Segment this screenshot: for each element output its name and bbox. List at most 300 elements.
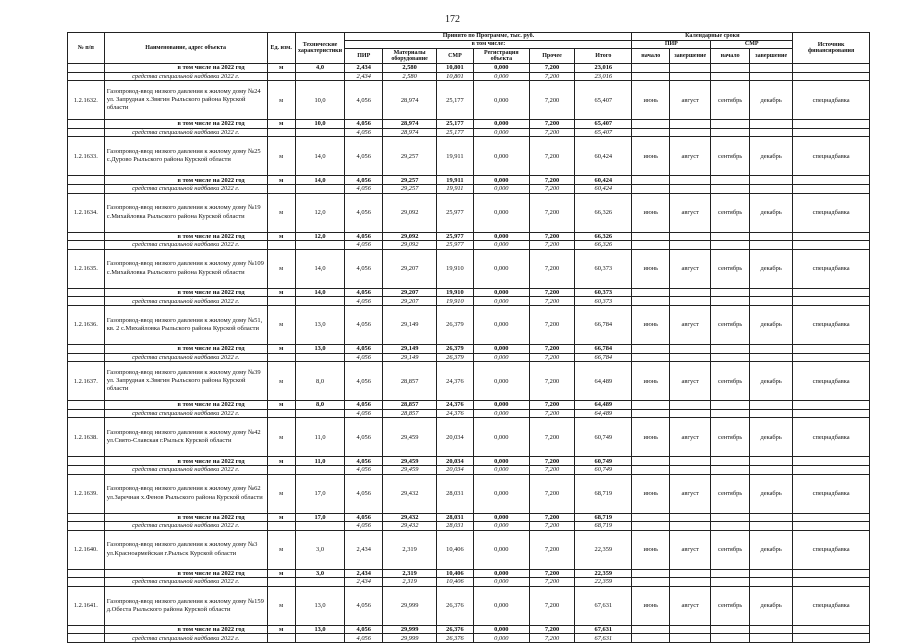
row-reg: 0,000 — [473, 72, 529, 81]
row-empty — [711, 128, 750, 137]
row-mat: 29,459 — [383, 457, 437, 466]
year-total-row — [68, 64, 870, 73]
object-pir-end: август — [670, 474, 711, 513]
object-code: 1.2.1638. — [68, 418, 105, 457]
row-empty — [750, 569, 793, 578]
row-empty — [750, 522, 793, 531]
object-pir-end: август — [670, 249, 711, 288]
row-unit — [267, 465, 295, 474]
object-other: 7,200 — [529, 586, 574, 625]
object-smr: 20,034 — [437, 418, 474, 457]
row-empty — [793, 457, 870, 466]
row-empty — [793, 522, 870, 531]
row-unit — [267, 297, 295, 306]
row-empty — [670, 288, 711, 297]
row-empty — [670, 513, 711, 522]
object-reg: 0,000 — [473, 249, 529, 288]
object-mat: 29,999 — [383, 586, 437, 625]
row-name: в том числе на 2022 год — [104, 120, 267, 129]
row-empty — [632, 401, 670, 410]
table-body — [68, 64, 870, 643]
row-code — [68, 232, 105, 241]
object-total: 60,749 — [575, 418, 632, 457]
object-smr-start: сентябрь — [711, 586, 750, 625]
object-code: 1.2.1632. — [68, 81, 105, 120]
header-unit: Ед. изм. — [267, 33, 295, 64]
row-reg: 0,000 — [473, 288, 529, 297]
row-other: 7,200 — [529, 64, 574, 73]
row-empty — [711, 120, 750, 129]
row-unit: м — [267, 401, 295, 410]
object-smr: 26,379 — [437, 305, 474, 344]
special-fund-row — [68, 72, 870, 81]
row-tech: 13,0 — [295, 344, 345, 353]
row-reg: 0,000 — [473, 176, 529, 185]
object-smr: 19,910 — [437, 249, 474, 288]
object-pir: 4,056 — [345, 305, 383, 344]
row-empty — [670, 457, 711, 466]
row-mat: 2,319 — [383, 578, 437, 587]
row-unit: м — [267, 288, 295, 297]
object-row — [68, 193, 870, 232]
row-empty — [793, 241, 870, 250]
row-empty — [632, 578, 670, 587]
row-other: 7,200 — [529, 241, 574, 250]
row-empty — [793, 184, 870, 193]
row-unit — [267, 578, 295, 587]
object-code: 1.2.1634. — [68, 193, 105, 232]
row-other: 7,200 — [529, 176, 574, 185]
object-pir-start: июнь — [632, 530, 670, 569]
row-smr: 26,379 — [437, 353, 474, 362]
object-smr-start: сентябрь — [711, 137, 750, 176]
row-empty — [670, 344, 711, 353]
special-fund-row — [68, 409, 870, 418]
row-other: 7,200 — [529, 457, 574, 466]
object-smr: 25,177 — [437, 81, 474, 120]
object-smr-start: сентябрь — [711, 193, 750, 232]
row-empty — [670, 297, 711, 306]
row-code — [68, 569, 105, 578]
row-pir: 4,056 — [345, 353, 383, 362]
object-reg: 0,000 — [473, 586, 529, 625]
row-unit — [267, 128, 295, 137]
object-mat: 28,857 — [383, 362, 437, 401]
row-reg: 0,000 — [473, 297, 529, 306]
object-reg: 0,000 — [473, 137, 529, 176]
object-reg: 0,000 — [473, 362, 529, 401]
row-mat: 29,207 — [383, 288, 437, 297]
object-row — [68, 530, 870, 569]
row-total: 23,016 — [575, 64, 632, 73]
row-unit — [267, 241, 295, 250]
row-pir: 4,056 — [345, 457, 383, 466]
row-empty — [750, 353, 793, 362]
object-row — [68, 474, 870, 513]
header-materials: Материалы оборудование — [383, 49, 437, 64]
row-pir: 2,434 — [345, 64, 383, 73]
object-row — [68, 249, 870, 288]
object-unit: м — [267, 137, 295, 176]
row-unit: м — [267, 625, 295, 634]
object-name: Газопровод-ввод низкого давления к жилому дому №39 ул. Запрудная х.Звягин Рыльского района Курской области — [104, 362, 267, 401]
object-tech: 10,0 — [295, 81, 345, 120]
row-code — [68, 72, 105, 81]
year-total-row — [68, 344, 870, 353]
object-pir-end: август — [670, 586, 711, 625]
row-name: в том числе на 2022 год — [104, 176, 267, 185]
row-total: 65,407 — [575, 128, 632, 137]
object-mat: 29,207 — [383, 249, 437, 288]
object-pir-start: июнь — [632, 249, 670, 288]
row-reg: 0,000 — [473, 457, 529, 466]
object-name: Газопровод-ввод низкого давления к жилому дому №109 с.Михайловка Рыльского района Курской области — [104, 249, 267, 288]
row-pir: 4,056 — [345, 625, 383, 634]
row-unit: м — [267, 232, 295, 241]
row-empty — [793, 288, 870, 297]
row-empty — [670, 634, 711, 643]
header-registration: Регистрация объекта — [473, 49, 529, 64]
row-pir: 4,056 — [345, 128, 383, 137]
header-accepted: Принято по Программе, тыс. руб. — [345, 33, 632, 41]
row-empty — [711, 569, 750, 578]
row-empty — [670, 401, 711, 410]
row-reg: 0,000 — [473, 401, 529, 410]
object-smr: 25,977 — [437, 193, 474, 232]
row-total: 68,719 — [575, 513, 632, 522]
object-mat: 29,257 — [383, 137, 437, 176]
row-empty — [793, 64, 870, 73]
special-fund-row — [68, 578, 870, 587]
row-empty — [670, 625, 711, 634]
row-empty — [750, 128, 793, 137]
row-reg: 0,000 — [473, 634, 529, 643]
object-tech: 12,0 — [295, 193, 345, 232]
object-other: 7,200 — [529, 530, 574, 569]
header-including: в том числе: — [345, 41, 632, 49]
row-pir: 4,056 — [345, 297, 383, 306]
object-smr-end: декабрь — [750, 193, 793, 232]
row-empty — [632, 297, 670, 306]
row-name: в том числе на 2022 год — [104, 457, 267, 466]
row-mat: 29,149 — [383, 344, 437, 353]
row-smr: 28,031 — [437, 522, 474, 531]
row-smr: 25,977 — [437, 241, 474, 250]
row-name: средства специальной надбавки 2022 г. — [104, 409, 267, 418]
object-other: 7,200 — [529, 474, 574, 513]
row-smr: 20,034 — [437, 457, 474, 466]
row-empty — [750, 513, 793, 522]
header-num: № п/п — [68, 33, 105, 64]
row-mat: 29,149 — [383, 353, 437, 362]
object-unit: м — [267, 586, 295, 625]
row-other: 7,200 — [529, 72, 574, 81]
row-empty — [793, 176, 870, 185]
row-code — [68, 522, 105, 531]
row-name: средства специальной надбавки 2022 г. — [104, 353, 267, 362]
row-tech: 8,0 — [295, 401, 345, 410]
row-mat: 29,432 — [383, 522, 437, 531]
row-empty — [632, 522, 670, 531]
row-total: 60,424 — [575, 184, 632, 193]
year-total-row — [68, 569, 870, 578]
object-pir: 4,056 — [345, 474, 383, 513]
object-reg: 0,000 — [473, 193, 529, 232]
object-code: 1.2.1637. — [68, 362, 105, 401]
row-tech — [295, 578, 345, 587]
row-smr: 28,031 — [437, 513, 474, 522]
row-smr: 26,376 — [437, 625, 474, 634]
object-unit: м — [267, 474, 295, 513]
object-unit: м — [267, 530, 295, 569]
row-mat: 29,257 — [383, 184, 437, 193]
object-reg: 0,000 — [473, 530, 529, 569]
row-mat: 29,999 — [383, 634, 437, 643]
object-total: 67,631 — [575, 586, 632, 625]
object-unit: м — [267, 81, 295, 120]
program-table — [67, 32, 870, 643]
row-code — [68, 288, 105, 297]
row-empty — [632, 625, 670, 634]
year-total-row — [68, 513, 870, 522]
row-empty — [632, 569, 670, 578]
row-total: 60,424 — [575, 176, 632, 185]
object-pir: 4,056 — [345, 586, 383, 625]
row-mat: 29,999 — [383, 625, 437, 634]
row-empty — [750, 288, 793, 297]
row-pir: 2,434 — [345, 72, 383, 81]
header-smr-start: начало — [711, 49, 750, 64]
row-reg: 0,000 — [473, 241, 529, 250]
row-smr: 10,406 — [437, 578, 474, 587]
object-tech: 3,0 — [295, 530, 345, 569]
object-smr-start: сентябрь — [711, 474, 750, 513]
row-empty — [793, 634, 870, 643]
row-name: средства специальной надбавки 2022 г. — [104, 465, 267, 474]
row-name: средства специальной надбавки 2022 г. — [104, 297, 267, 306]
object-source: спецнадбавка — [793, 474, 870, 513]
object-name: Газопровод-ввод низкого давления к жилому дому №24 ул. Запрудная х.Звягин Рыльского района Курской области — [104, 81, 267, 120]
page-number: 172 — [445, 14, 460, 25]
object-mat: 29,092 — [383, 193, 437, 232]
row-name: средства специальной надбавки 2022 г. — [104, 634, 267, 643]
object-mat: 29,432 — [383, 474, 437, 513]
row-empty — [632, 128, 670, 137]
row-unit — [267, 522, 295, 531]
row-code — [68, 457, 105, 466]
row-pir: 4,056 — [345, 401, 383, 410]
row-reg: 0,000 — [473, 184, 529, 193]
object-tech: 11,0 — [295, 418, 345, 457]
object-other: 7,200 — [529, 81, 574, 120]
year-total-row — [68, 625, 870, 634]
row-smr: 19,911 — [437, 184, 474, 193]
object-smr-end: декабрь — [750, 137, 793, 176]
row-empty — [750, 344, 793, 353]
header-tech: Технические характеристики — [295, 33, 345, 64]
object-unit: м — [267, 193, 295, 232]
object-pir-start: июнь — [632, 418, 670, 457]
row-empty — [711, 401, 750, 410]
object-source: спецнадбавка — [793, 418, 870, 457]
row-code — [68, 634, 105, 643]
row-smr: 10,801 — [437, 64, 474, 73]
row-other: 7,200 — [529, 401, 574, 410]
object-smr-start: сентябрь — [711, 530, 750, 569]
row-smr: 10,406 — [437, 569, 474, 578]
object-pir-end: август — [670, 81, 711, 120]
row-reg: 0,000 — [473, 232, 529, 241]
row-pir: 2,434 — [345, 578, 383, 587]
row-empty — [793, 625, 870, 634]
object-mat: 29,459 — [383, 418, 437, 457]
object-tech: 13,0 — [295, 586, 345, 625]
object-reg: 0,000 — [473, 305, 529, 344]
row-empty — [711, 353, 750, 362]
row-empty — [750, 232, 793, 241]
object-tech: 13,0 — [295, 305, 345, 344]
row-code — [68, 578, 105, 587]
row-empty — [793, 120, 870, 129]
row-empty — [632, 176, 670, 185]
object-total: 60,373 — [575, 249, 632, 288]
row-reg: 0,000 — [473, 128, 529, 137]
row-total: 65,407 — [575, 120, 632, 129]
row-empty — [711, 465, 750, 474]
object-reg: 0,000 — [473, 418, 529, 457]
row-empty — [632, 288, 670, 297]
row-total: 66,784 — [575, 353, 632, 362]
object-other: 7,200 — [529, 193, 574, 232]
row-empty — [632, 184, 670, 193]
object-row — [68, 362, 870, 401]
object-name: Газопровод-ввод низкого давления к жилому дому №42 ул.Свято-Славская г.Рыльск Курской области — [104, 418, 267, 457]
object-smr-end: декабрь — [750, 362, 793, 401]
row-empty — [750, 578, 793, 587]
row-tech — [295, 353, 345, 362]
row-pir: 2,434 — [345, 569, 383, 578]
header-source: Источник финансирования — [793, 33, 870, 64]
object-source: спецнадбавка — [793, 305, 870, 344]
special-fund-row — [68, 241, 870, 250]
row-tech: 10,0 — [295, 120, 345, 129]
row-unit — [267, 353, 295, 362]
row-other: 7,200 — [529, 634, 574, 643]
row-name: средства специальной надбавки 2022 г. — [104, 522, 267, 531]
row-empty — [670, 409, 711, 418]
header-total: Итого — [575, 49, 632, 64]
special-fund-row — [68, 634, 870, 643]
year-total-row — [68, 401, 870, 410]
object-source: спецнадбавка — [793, 137, 870, 176]
row-mat: 28,857 — [383, 409, 437, 418]
object-pir-start: июнь — [632, 81, 670, 120]
row-mat: 2,580 — [383, 64, 437, 73]
object-pir: 4,056 — [345, 193, 383, 232]
row-other: 7,200 — [529, 513, 574, 522]
object-row — [68, 586, 870, 625]
object-source: спецнадбавка — [793, 530, 870, 569]
row-other: 7,200 — [529, 353, 574, 362]
row-total: 66,326 — [575, 232, 632, 241]
row-empty — [793, 401, 870, 410]
row-tech — [295, 522, 345, 531]
object-pir: 4,056 — [345, 418, 383, 457]
row-total: 23,016 — [575, 72, 632, 81]
row-empty — [750, 64, 793, 73]
row-code — [68, 401, 105, 410]
object-mat: 28,974 — [383, 81, 437, 120]
row-tech — [295, 184, 345, 193]
object-name: Газопровод-ввод низкого давления к жилому дому №25 с.Дурово Рыльского района Курской области — [104, 137, 267, 176]
object-pir: 4,056 — [345, 362, 383, 401]
object-pir-end: август — [670, 137, 711, 176]
row-name: средства специальной надбавки 2022 г. — [104, 184, 267, 193]
header-pir: ПИР — [345, 49, 383, 64]
row-empty — [670, 353, 711, 362]
row-empty — [793, 513, 870, 522]
row-empty — [632, 344, 670, 353]
object-total: 65,407 — [575, 81, 632, 120]
row-empty — [711, 288, 750, 297]
row-empty — [793, 578, 870, 587]
object-reg: 0,000 — [473, 474, 529, 513]
row-empty — [711, 64, 750, 73]
object-pir-end: август — [670, 305, 711, 344]
object-total: 22,359 — [575, 530, 632, 569]
row-tech: 4,0 — [295, 64, 345, 73]
row-other: 7,200 — [529, 120, 574, 129]
row-empty — [793, 72, 870, 81]
row-empty — [632, 634, 670, 643]
row-tech: 14,0 — [295, 288, 345, 297]
row-smr: 19,911 — [437, 176, 474, 185]
object-smr-end: декабрь — [750, 474, 793, 513]
row-pir: 4,056 — [345, 184, 383, 193]
header-name: Наименование, адрес объекта — [104, 33, 267, 64]
special-fund-row — [68, 297, 870, 306]
object-tech: 8,0 — [295, 362, 345, 401]
object-code: 1.2.1639. — [68, 474, 105, 513]
row-total: 64,489 — [575, 409, 632, 418]
object-smr: 24,376 — [437, 362, 474, 401]
row-empty — [670, 184, 711, 193]
header-calendar: Календарные сроки — [632, 33, 793, 41]
row-code — [68, 513, 105, 522]
object-smr-end: декабрь — [750, 418, 793, 457]
row-empty — [711, 176, 750, 185]
row-empty — [632, 241, 670, 250]
row-empty — [670, 72, 711, 81]
object-code: 1.2.1635. — [68, 249, 105, 288]
row-code — [68, 465, 105, 474]
row-name: средства специальной надбавки 2022 г. — [104, 72, 267, 81]
object-smr-start: сентябрь — [711, 249, 750, 288]
special-fund-row — [68, 184, 870, 193]
row-code — [68, 176, 105, 185]
row-empty — [632, 409, 670, 418]
row-other: 7,200 — [529, 288, 574, 297]
row-empty — [670, 64, 711, 73]
object-source: спецнадбавка — [793, 81, 870, 120]
row-empty — [793, 409, 870, 418]
object-mat: 29,149 — [383, 305, 437, 344]
object-source: спецнадбавка — [793, 193, 870, 232]
row-empty — [670, 120, 711, 129]
year-total-row — [68, 457, 870, 466]
row-smr: 26,376 — [437, 634, 474, 643]
row-total: 64,489 — [575, 401, 632, 410]
